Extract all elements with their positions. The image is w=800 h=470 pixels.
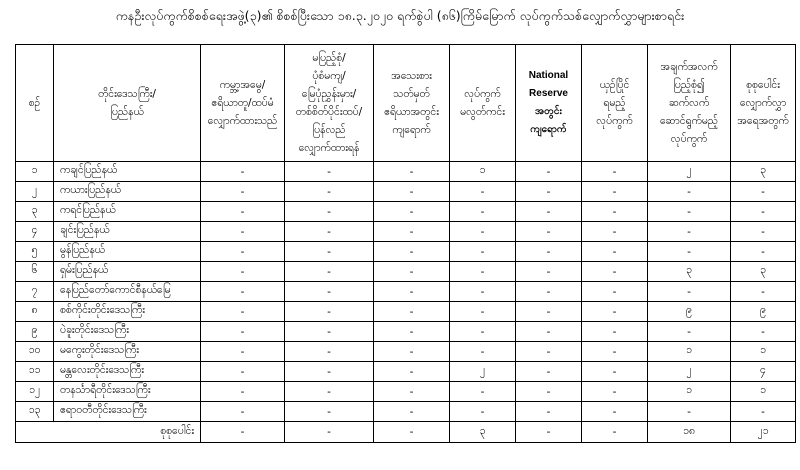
- table-row: [16, 242, 796, 262]
- table-cell: -: [582, 322, 648, 342]
- region-name-cell: စစ်ကိုင်းတိုင်းဒေသကြီး: [54, 302, 201, 322]
- table-cell: ၁: [731, 342, 796, 362]
- table-cell: -: [201, 382, 285, 402]
- table-cell: -: [374, 302, 450, 322]
- table-cell: -: [648, 282, 731, 302]
- table-cell: -: [516, 302, 582, 322]
- table-cell: -: [648, 202, 731, 222]
- table-cell: -: [201, 162, 285, 182]
- table-cell: ၂: [450, 362, 516, 382]
- table-cell: -: [731, 282, 796, 302]
- row-number-cell: ၁၀: [16, 342, 54, 362]
- table-cell: -: [516, 202, 582, 222]
- table-cell: -: [648, 322, 731, 342]
- table-cell: -: [201, 302, 285, 322]
- region-name-cell: ဧရာဝတီတိုင်းဒေသကြီး: [54, 402, 201, 422]
- row-number-cell: ၇: [16, 282, 54, 302]
- table-cell: -: [285, 242, 374, 262]
- table-cell: -: [285, 202, 374, 222]
- table-cell: -: [582, 302, 648, 322]
- table-row: [16, 222, 796, 242]
- table-cell: -: [450, 402, 516, 422]
- table-cell: -: [731, 182, 796, 202]
- table-cell: ၃: [648, 262, 731, 282]
- table-cell: -: [731, 222, 796, 242]
- table-cell: -: [285, 342, 374, 362]
- table-cell: -: [582, 262, 648, 282]
- table-cell: -: [516, 382, 582, 402]
- table-cell: -: [201, 262, 285, 282]
- table-cell: -: [731, 202, 796, 222]
- table-cell: -: [582, 402, 648, 422]
- table-cell: -: [516, 222, 582, 242]
- total-cell: -: [285, 422, 374, 443]
- table-cell: -: [731, 242, 796, 262]
- table-cell: -: [201, 222, 285, 242]
- table-row: [16, 202, 796, 222]
- table-cell: ၉: [648, 302, 731, 322]
- table-cell: -: [374, 242, 450, 262]
- table-cell: -: [374, 202, 450, 222]
- table-row: [16, 322, 796, 342]
- table-row: [16, 362, 796, 382]
- header-cell-small-scale-area: အသေးစား သတ်မှတ် ဧရိယာအတွင်း ကျရောက်: [374, 45, 450, 162]
- table-row: [16, 342, 796, 362]
- table-cell: ၃: [731, 262, 796, 282]
- table-cell: -: [374, 322, 450, 342]
- table-cell: ၁: [648, 382, 731, 402]
- header-cell-not-free: လုပ်ကွက် မလွတ်ကင်း: [450, 45, 516, 162]
- header-cell-competitive: ယှဉ်ပြိုင် ရမည့် လုပ်ကွက်: [582, 45, 648, 162]
- table-cell: -: [648, 402, 731, 422]
- region-name-cell: ကရင်ပြည်နယ်: [54, 202, 201, 222]
- table-cell: -: [582, 242, 648, 262]
- table-cell: -: [731, 322, 796, 342]
- row-number-cell: ၆: [16, 262, 54, 282]
- table-cell: -: [201, 362, 285, 382]
- table-cell: -: [516, 182, 582, 202]
- table-cell: -: [285, 222, 374, 242]
- table-cell: -: [201, 202, 285, 222]
- header-cell-heritage-overlap: ကမ္ဘာ့အမွေ/ ဧရိယာတူ/ထပ်မံ လျှောက်ထားသည်: [201, 45, 285, 162]
- table-cell: -: [285, 162, 374, 182]
- header-cell-total-applications: စုစုပေါင်း လျှောက်လွှာ အရေအတွက်: [731, 45, 796, 162]
- table-cell: -: [582, 202, 648, 222]
- region-name-cell: မန္တလေးတိုင်းဒေသကြီး: [54, 362, 201, 382]
- region-name-cell: မွန်ပြည်နယ်: [54, 242, 201, 262]
- total-cell: -: [582, 422, 648, 443]
- table-cell: -: [516, 262, 582, 282]
- table-cell: -: [450, 262, 516, 282]
- table-cell: -: [374, 162, 450, 182]
- table-cell: -: [285, 262, 374, 282]
- table-cell: -: [374, 382, 450, 402]
- total-row: [16, 422, 796, 443]
- region-name-cell: ပဲခူးတိုင်းဒေသကြီး: [54, 322, 201, 342]
- table-cell: -: [285, 402, 374, 422]
- table-cell: -: [516, 362, 582, 382]
- table-cell: -: [648, 242, 731, 262]
- total-label: စုစုပေါင်း: [16, 422, 201, 443]
- table-cell: ၂: [648, 162, 731, 182]
- table-cell: -: [582, 362, 648, 382]
- header-cell-national-reserve: National Reserve အတွင်း ကျရောက်: [516, 45, 582, 162]
- table-cell: -: [450, 322, 516, 342]
- table-cell: ၁: [731, 382, 796, 402]
- table-cell: -: [201, 282, 285, 302]
- table-cell: ၉: [731, 302, 796, 322]
- table-cell: -: [450, 282, 516, 302]
- region-name-cell: မကွေးတိုင်းဒေသကြီး: [54, 342, 201, 362]
- applications-table: [15, 44, 796, 443]
- table-cell: -: [285, 182, 374, 202]
- region-name-cell: ကယားပြည်နယ်: [54, 182, 201, 202]
- table-cell: -: [201, 342, 285, 362]
- table-cell: -: [450, 242, 516, 262]
- region-name-cell: ရှမ်းပြည်နယ်: [54, 262, 201, 282]
- table-cell: -: [731, 402, 796, 422]
- table-cell: -: [201, 402, 285, 422]
- total-cell: ၂၁: [731, 422, 796, 443]
- table-cell: -: [450, 202, 516, 222]
- total-cell: -: [374, 422, 450, 443]
- table-cell: -: [516, 242, 582, 262]
- header-cell-complete-proceed: အချက်အလက် ပြည့်စုံ၍ ဆက်လက် ဆောင်ရွက်မည့် လုပ်ကွက်: [648, 45, 731, 162]
- row-number-cell: ၁၃: [16, 402, 54, 422]
- total-cell: -: [201, 422, 285, 443]
- header-cell-incomplete: မပြည့်စုံ/ ပုံစံမကျ/ မြေပုံညွှန်းမှား/ တစ်စိတ်ပိုင်းထပ်/ ပြန်လည် လျှောက်ထားရန်: [285, 45, 374, 162]
- table-cell: -: [582, 182, 648, 202]
- table-cell: -: [516, 402, 582, 422]
- row-number-cell: ၁: [16, 162, 54, 182]
- table-cell: -: [648, 222, 731, 242]
- table-cell: -: [201, 242, 285, 262]
- table-cell: -: [374, 222, 450, 242]
- table-cell: ၄: [731, 362, 796, 382]
- total-cell: -: [516, 422, 582, 443]
- table-cell: -: [582, 162, 648, 182]
- row-number-cell: ၂: [16, 182, 54, 202]
- table-cell: -: [450, 222, 516, 242]
- row-number-cell: ၃: [16, 202, 54, 222]
- table-cell: -: [285, 362, 374, 382]
- table-cell: -: [582, 342, 648, 362]
- region-name-cell: ချင်းပြည်နယ်: [54, 222, 201, 242]
- region-name-cell: ကချင်ပြည်နယ်: [54, 162, 201, 182]
- table-cell: -: [516, 162, 582, 182]
- region-name-cell: တနင်္သာရီတိုင်းဒေသကြီး: [54, 382, 201, 402]
- table-row: [16, 262, 796, 282]
- table-row: [16, 282, 796, 302]
- table-cell: -: [285, 382, 374, 402]
- table-cell: -: [374, 342, 450, 362]
- table-cell: -: [201, 182, 285, 202]
- header-row: [16, 45, 796, 162]
- table-cell: -: [516, 282, 582, 302]
- table-cell: -: [285, 302, 374, 322]
- table-row: [16, 162, 796, 182]
- table-cell: -: [582, 382, 648, 402]
- table-cell: ၁: [648, 342, 731, 362]
- region-name-cell: နေပြည်တော်ကောင်စီနယ်မြေ: [54, 282, 201, 302]
- row-number-cell: ၁၁: [16, 362, 54, 382]
- table-cell: -: [285, 282, 374, 302]
- table-cell: -: [374, 282, 450, 302]
- row-number-cell: ၅: [16, 242, 54, 262]
- table-cell: -: [450, 182, 516, 202]
- row-number-cell: ၁၂: [16, 382, 54, 402]
- table-row: [16, 402, 796, 422]
- total-cell: ၃: [450, 422, 516, 443]
- table-cell: -: [516, 342, 582, 362]
- table-cell: ၁: [450, 162, 516, 182]
- row-number-cell: ၈: [16, 302, 54, 322]
- table-cell: ၂: [648, 362, 731, 382]
- header-cell-no: စဉ်: [16, 45, 54, 162]
- table-cell: -: [516, 322, 582, 342]
- table-cell: -: [450, 302, 516, 322]
- document-title: ကနဦးလုပ်ကွက်စိစစ်ရေးအဖွဲ့(၃)၏ စိစစ်ပြီးသော ၁၈.၃.၂၀၂၀ ရက်စွဲပါ (၈၆)ကြိမ်မြောက် လုပ်ကွက်သစ်လျှောက်လွှာများစာရင်း: [115, 8, 685, 23]
- table-cell: -: [582, 282, 648, 302]
- table-cell: -: [201, 322, 285, 342]
- table-row: [16, 382, 796, 402]
- table-cell: -: [374, 182, 450, 202]
- row-number-cell: ၉: [16, 322, 54, 342]
- table-cell: -: [450, 382, 516, 402]
- table-cell: -: [285, 322, 374, 342]
- total-cell: ၁၈: [648, 422, 731, 443]
- table-cell: -: [648, 182, 731, 202]
- table-cell: ၃: [731, 162, 796, 182]
- table-cell: -: [374, 402, 450, 422]
- table-cell: -: [582, 222, 648, 242]
- table-cell: -: [374, 362, 450, 382]
- row-number-cell: ၄: [16, 222, 54, 242]
- header-cell-region: တိုင်းဒေသကြီး/ ပြည်နယ်: [54, 45, 201, 162]
- table-cell: -: [450, 342, 516, 362]
- table-row: [16, 302, 796, 322]
- table-cell: -: [374, 262, 450, 282]
- table-row: [16, 182, 796, 202]
